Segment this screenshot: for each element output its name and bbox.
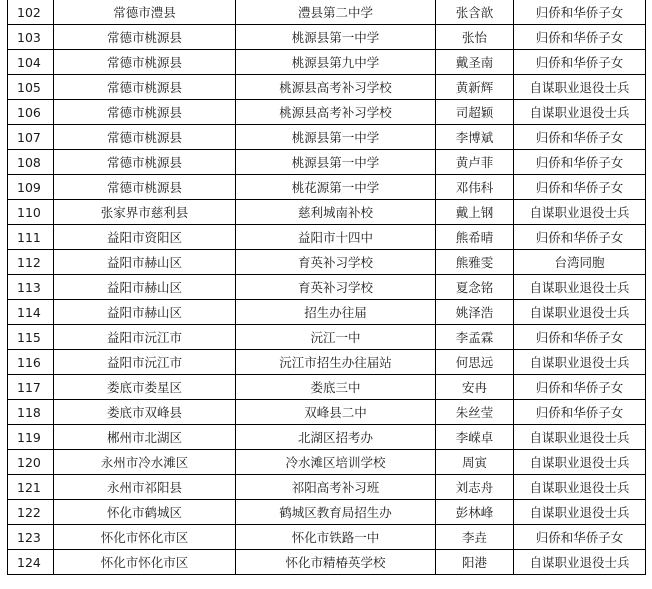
category-cell: 归侨和华侨子女 [514,400,646,425]
student-name-cell: 安冉 [436,375,514,400]
school-cell: 桃源县第一中学 [236,25,436,50]
table-body [8,0,646,575]
student-name-cell: 朱丝莹 [436,400,514,425]
region-cell: 常德市桃源县 [54,175,236,200]
region-cell: 怀化市怀化市区 [54,525,236,550]
category-cell: 自谋职业退役士兵 [514,500,646,525]
student-name-cell: 李孟霖 [436,325,514,350]
school-cell: 澧县第二中学 [236,0,436,25]
region-cell: 永州市祁阳县 [54,475,236,500]
school-cell: 北湖区招考办 [236,425,436,450]
student-name-cell: 周寅 [436,450,514,475]
region-cell: 益阳市赫山区 [54,250,236,275]
table-row [8,200,646,225]
category-cell: 自谋职业退役士兵 [514,200,646,225]
category-cell: 归侨和华侨子女 [514,325,646,350]
row-number: 111 [8,225,54,250]
region-cell: 常德市桃源县 [54,150,236,175]
row-number: 113 [8,275,54,300]
category-cell: 自谋职业退役士兵 [514,300,646,325]
category-cell: 归侨和华侨子女 [514,50,646,75]
row-number: 120 [8,450,54,475]
category-cell: 自谋职业退役士兵 [514,350,646,375]
region-cell: 娄底市娄星区 [54,375,236,400]
table-row [8,550,646,575]
category-cell: 归侨和华侨子女 [514,25,646,50]
student-name-cell: 夏念铭 [436,275,514,300]
category-cell: 归侨和华侨子女 [514,175,646,200]
school-cell: 沅江市招生办往届站 [236,350,436,375]
table-row [8,150,646,175]
table-row [8,0,646,25]
table-row [8,100,646,125]
category-cell: 归侨和华侨子女 [514,150,646,175]
region-cell: 永州市冷水滩区 [54,450,236,475]
table-row [8,475,646,500]
school-cell: 桃花源第一中学 [236,175,436,200]
row-number: 114 [8,300,54,325]
region-cell: 常德市澧县 [54,0,236,25]
category-cell: 归侨和华侨子女 [514,0,646,25]
school-cell: 鹤城区教育局招生办 [236,500,436,525]
category-cell: 自谋职业退役士兵 [514,100,646,125]
student-name-cell: 黄卢菲 [436,150,514,175]
school-cell: 桃源县第九中学 [236,50,436,75]
table-row [8,400,646,425]
school-cell: 桃源县高考补习学校 [236,75,436,100]
table-row [8,225,646,250]
row-number: 124 [8,550,54,575]
category-cell: 归侨和华侨子女 [514,525,646,550]
row-number: 119 [8,425,54,450]
student-name-cell: 张怡 [436,25,514,50]
table-row [8,525,646,550]
table-row [8,50,646,75]
row-number: 109 [8,175,54,200]
row-number: 105 [8,75,54,100]
region-cell: 常德市桃源县 [54,75,236,100]
table-row [8,275,646,300]
row-number: 116 [8,350,54,375]
row-number: 112 [8,250,54,275]
school-cell: 祁阳高考补习班 [236,475,436,500]
table-row [8,375,646,400]
student-name-cell: 黄新辉 [436,75,514,100]
row-number: 115 [8,325,54,350]
student-name-cell: 张含歆 [436,0,514,25]
admissions-table [7,0,646,575]
region-cell: 怀化市鹤城区 [54,500,236,525]
region-cell: 常德市桃源县 [54,125,236,150]
student-name-cell: 何思远 [436,350,514,375]
student-name-cell: 熊希晴 [436,225,514,250]
school-cell: 怀化市铁路一中 [236,525,436,550]
category-cell: 归侨和华侨子女 [514,125,646,150]
table-row [8,25,646,50]
school-cell: 桃源县高考补习学校 [236,100,436,125]
school-cell: 招生办往届 [236,300,436,325]
school-cell: 冷水滩区培训学校 [236,450,436,475]
category-cell: 归侨和华侨子女 [514,375,646,400]
student-name-cell: 李博斌 [436,125,514,150]
student-name-cell: 熊雅雯 [436,250,514,275]
school-cell: 怀化市精椿英学校 [236,550,436,575]
school-cell: 益阳市十四中 [236,225,436,250]
row-number: 106 [8,100,54,125]
school-cell: 育英补习学校 [236,275,436,300]
table-row [8,250,646,275]
row-number: 110 [8,200,54,225]
table-row [8,175,646,200]
category-cell: 自谋职业退役士兵 [514,475,646,500]
category-cell: 自谋职业退役士兵 [514,275,646,300]
region-cell: 张家界市慈利县 [54,200,236,225]
region-cell: 益阳市沅江市 [54,350,236,375]
row-number: 103 [8,25,54,50]
row-number: 107 [8,125,54,150]
school-cell: 育英补习学校 [236,250,436,275]
row-number: 117 [8,375,54,400]
table-row [8,450,646,475]
student-name-cell: 戴上钢 [436,200,514,225]
table-row [8,125,646,150]
school-cell: 沅江一中 [236,325,436,350]
row-number: 108 [8,150,54,175]
category-cell: 归侨和华侨子女 [514,225,646,250]
region-cell: 常德市桃源县 [54,50,236,75]
region-cell: 怀化市怀化市区 [54,550,236,575]
region-cell: 益阳市沅江市 [54,325,236,350]
school-cell: 桃源县第一中学 [236,150,436,175]
category-cell: 自谋职业退役士兵 [514,75,646,100]
region-cell: 郴州市北湖区 [54,425,236,450]
region-cell: 常德市桃源县 [54,25,236,50]
student-name-cell: 阳港 [436,550,514,575]
school-cell: 双峰县二中 [236,400,436,425]
region-cell: 常德市桃源县 [54,100,236,125]
school-cell: 慈利城南补校 [236,200,436,225]
student-name-cell: 姚泽浩 [436,300,514,325]
row-number: 104 [8,50,54,75]
table-row [8,75,646,100]
table-row [8,350,646,375]
school-cell: 桃源县第一中学 [236,125,436,150]
student-name-cell: 彭林峰 [436,500,514,525]
table-row [8,325,646,350]
row-number: 121 [8,475,54,500]
school-cell: 娄底三中 [236,375,436,400]
category-cell: 自谋职业退役士兵 [514,450,646,475]
row-number: 118 [8,400,54,425]
category-cell: 台湾同胞 [514,250,646,275]
row-number: 122 [8,500,54,525]
student-name-cell: 李嵘卓 [436,425,514,450]
table-row [8,300,646,325]
region-cell: 益阳市赫山区 [54,300,236,325]
student-name-cell: 李垚 [436,525,514,550]
student-name-cell: 邓伟科 [436,175,514,200]
table-row [8,500,646,525]
row-number: 102 [8,0,54,25]
category-cell: 自谋职业退役士兵 [514,425,646,450]
category-cell: 自谋职业退役士兵 [514,550,646,575]
region-cell: 娄底市双峰县 [54,400,236,425]
region-cell: 益阳市资阳区 [54,225,236,250]
row-number: 123 [8,525,54,550]
student-name-cell: 刘志舟 [436,475,514,500]
student-name-cell: 戴圣南 [436,50,514,75]
table-row [8,425,646,450]
student-name-cell: 司超颖 [436,100,514,125]
region-cell: 益阳市赫山区 [54,275,236,300]
